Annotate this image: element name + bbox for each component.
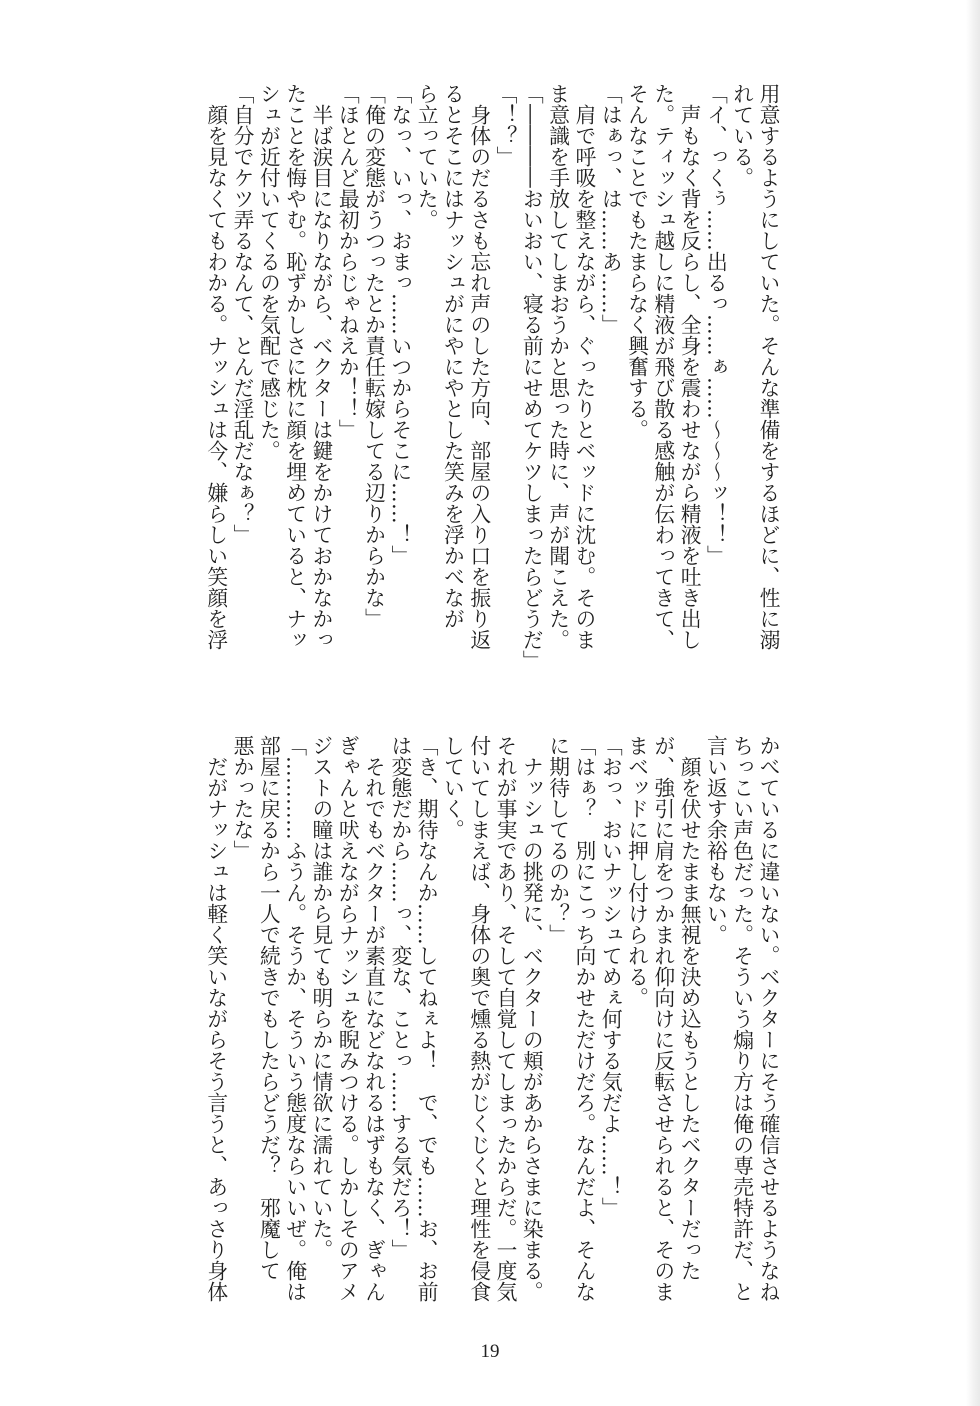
text-column: 言い返す余裕もない。: [703, 735, 728, 945]
text-column: 身体のだるさも忘れ声のした方向、部屋の入り口を振り返: [466, 83, 491, 650]
text-column: が、強引に肩をつかまれ仰向けに反転させられると、そのま: [650, 735, 675, 1302]
text-column: ちっこい声色だった。そういう煽り方は俺の専売特許だ、と: [729, 735, 754, 1302]
text-column: 「ほとんど最初からじゃねえか！！」: [335, 83, 360, 440]
text-column: 付いてしまえば、身体の奥で燻る熱がじくじくと理性を侵食: [466, 735, 491, 1302]
text-column: だがナッシュは軽く笑いながらそう言うと、あっさり身体: [203, 735, 228, 1302]
text-column: 肩で呼吸を整えながら、ぐったりとベッドに沈む。そのま: [571, 83, 596, 650]
page-number: 19: [480, 1341, 500, 1362]
text-column: 「自分でケツ弄るなんて、とんだ淫乱だなぁ？」: [230, 83, 255, 545]
text-column: ぎゃんと吠えながらナッシュを睨みつける。しかしそのアメ: [335, 735, 360, 1302]
text-column: ナッシュの挑発に、ベクターの頬があからさまに染まる。: [519, 735, 544, 1302]
text-column: シュが近付いてくるのを気配で感じた。: [256, 83, 281, 461]
text-column: 「イ、っくぅ……出るっ……ぁ……〜〜〜ッ！！」: [703, 83, 728, 566]
text-column: 「――――おいおい、寝る前にせめてケツしまったらどうだ」: [519, 83, 544, 671]
text-column: れている。: [729, 83, 754, 188]
text-column: は変態だから……っ、変な、ことっ……する気だろ！」: [387, 735, 412, 1260]
text-column: 「俺の変態がうつったとか責任転嫁してる辺りからかな」: [361, 83, 386, 629]
text-column: まベッドに押し付けられる。: [624, 735, 649, 1008]
text-block-top: [202, 83, 781, 683]
text-column: 「なっ、いっ、おまっ……いつからそこに……！」: [387, 83, 412, 566]
text-column: 「おっ、おいナッシュてめぇ何する気だよ……！」: [598, 735, 623, 1218]
text-column: 用意するようにしていた。そんな準備をするほどに、性に溺: [756, 83, 780, 650]
text-column: た。ティッシュ越しに精液が飛び散る感触が伝わってきて、: [650, 83, 675, 650]
text-column: 「！？」: [493, 83, 518, 167]
text-column: そんなことでもたまらなく興奮する。: [624, 83, 649, 440]
text-column: 「き、期待なんか……してねぇよ！ で、でも……お、お前: [414, 735, 439, 1302]
text-column: していく。: [440, 735, 465, 840]
text-column: ま意識を手放してしまおうかと思った時に、声が聞こえた。: [545, 83, 570, 650]
text-block-bottom: [202, 735, 781, 1335]
text-column: 部屋に戻るから一人で続きでもしたらどうだ？ 邪魔して: [256, 735, 281, 1281]
text-column: それが事実であり、そして自覚してしまったからだ。一度気: [493, 735, 518, 1302]
text-column: 「はぁっ、は……あ……」: [598, 83, 623, 335]
text-column: それでもベクターが素直になどなれるはずもなく、ぎゃん: [361, 735, 386, 1302]
page-edge-shadow: [966, 0, 980, 1406]
text-column: るとそこにはナッシュがにやにやとした笑みを浮かべなが: [440, 83, 465, 629]
text-column: 顔を伏せたまま無視を決め込もうとしたベクターだった: [677, 735, 702, 1281]
text-column: ジストの瞳は誰から見ても明らかに情欲に濡れていた。: [308, 735, 333, 1260]
text-column: たことを悔やむ。恥ずかしさに枕に顔を埋めていると、ナッ: [282, 83, 307, 650]
text-column: ら立っていた。: [414, 83, 439, 230]
text-column: かべているに違いない。ベクターにそう確信させるようなね: [756, 735, 780, 1302]
text-column: 声もなく背を反らし、全身を震わせながら精液を吐き出し: [677, 83, 702, 650]
text-column: 「はぁ？ 別にこっち向かせただけだろ。なんだよ、そんな: [571, 735, 596, 1302]
text-column: 顔を見なくてもわかる。ナッシュは今、嫌らしい笑顔を浮: [203, 83, 228, 650]
text-column: 「…………ふうん。そうか、そういう態度ならいいぜ。俺は: [282, 735, 307, 1302]
text-column: に期待してるのか？」: [545, 735, 570, 945]
text-column: 悪かったな」: [230, 735, 255, 861]
text-column: 半ば涙目になりながら、ベクターは鍵をかけておかなかっ: [308, 83, 333, 650]
